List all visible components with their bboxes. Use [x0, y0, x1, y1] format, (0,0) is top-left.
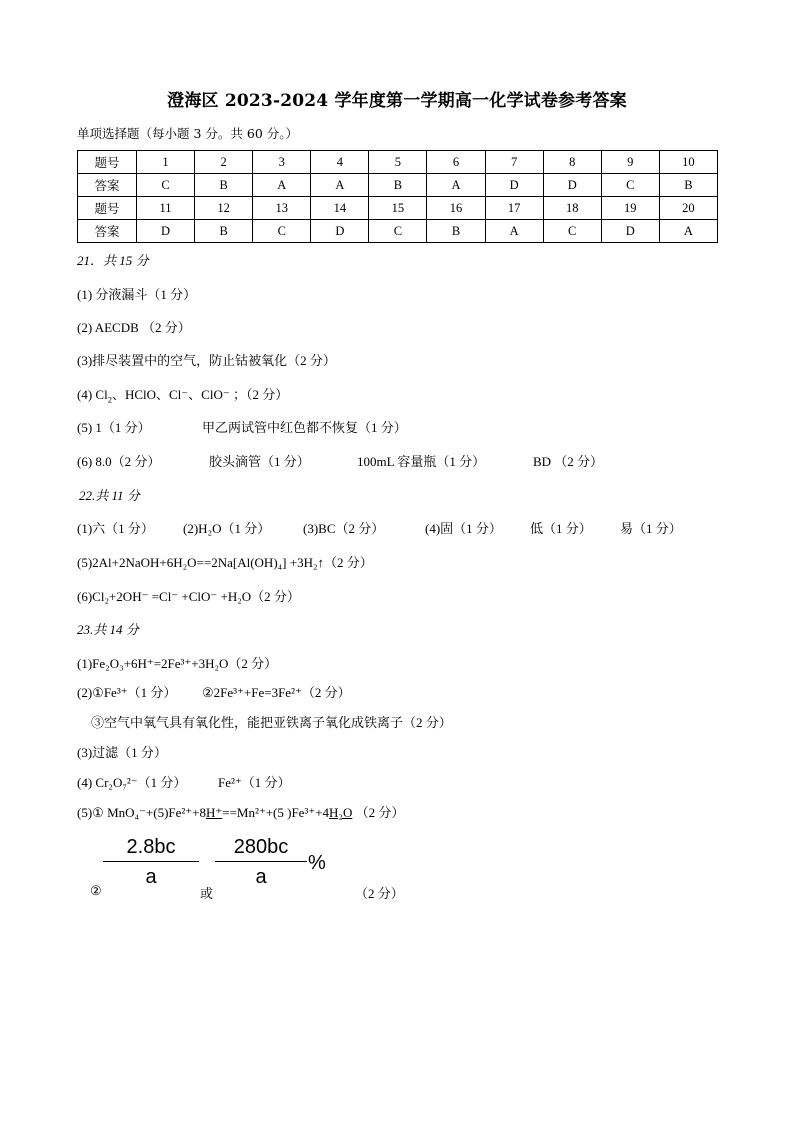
table-cell: 15	[369, 197, 427, 220]
q23-line-2a: (2)①Fe³⁺（1 分）	[77, 685, 177, 700]
q21-line-4-pre: (4) Cl	[77, 387, 108, 402]
q21-line-5b: 甲乙两试管中红色都不恢复（1 分）	[202, 420, 407, 435]
table-cell: B	[369, 174, 427, 197]
q23-line-5b: Fe²⁺（1 分）	[218, 775, 291, 790]
q21-heading: 21．共 15 分	[77, 253, 149, 268]
q23-line-1: (1)Fe₂O₃+6H⁺=2Fe³⁺+3H₂O（2 分）	[77, 656, 278, 671]
q21-line-2: (2) AECDB （2 分）	[77, 320, 191, 335]
q22-line-1f: 易（1 分）	[620, 521, 682, 536]
table-cell: 16	[427, 197, 485, 220]
table-cell: 10	[659, 151, 717, 174]
q23-line-6	[77, 802, 404, 821]
q22-line-1c: (3)BC（2 分）	[303, 521, 385, 536]
table-row-label: 答案	[78, 174, 137, 197]
answer-table	[77, 150, 718, 243]
table-cell: C	[253, 220, 311, 243]
table-row	[78, 220, 718, 243]
q21-line-5a: (5) 1（1 分）	[77, 420, 151, 435]
fraction-1-denominator: a	[145, 866, 157, 888]
q23-item-2-marker: ②	[90, 883, 102, 898]
subscript: 2	[107, 394, 112, 405]
q22-line-1e: 低（1 分）	[530, 521, 592, 536]
q21-line-4-rest: 、HClO、Cl⁻、ClO⁻ ；（2 分）	[111, 387, 289, 402]
fraction-1-numerator: 2.8bc	[126, 836, 176, 858]
table-cell: B	[427, 220, 485, 243]
table-cell: A	[659, 220, 717, 243]
page-title: 澄海区 2023-2024 学年度第一学期高一化学试卷参考答案	[167, 91, 627, 111]
q23-heading: 23.共 14 分	[77, 622, 139, 637]
q23-line-2b: ②2Fe³⁺+Fe=3Fe²⁺（2 分）	[202, 685, 351, 700]
q21-line-1: (1) 分液漏斗（1 分）	[77, 287, 197, 302]
table-cell: B	[659, 174, 717, 197]
table-cell: B	[195, 174, 253, 197]
table-cell: 18	[543, 197, 601, 220]
q21-line-6d: BD （2 分）	[533, 454, 604, 469]
table-row-label: 题号	[78, 197, 137, 220]
table-cell: 4	[311, 151, 369, 174]
table-row-label: 答案	[78, 220, 137, 243]
fraction-2-denominator: a	[255, 866, 267, 888]
table-cell: A	[311, 174, 369, 197]
table-row	[78, 174, 718, 197]
q23-line-6-pre: (5)① MnO₄⁻+(5)Fe²⁺+8	[77, 805, 206, 820]
table-cell: B	[195, 220, 253, 243]
q21-line-4	[77, 384, 288, 405]
table-cell: 19	[601, 197, 659, 220]
table-cell: D	[137, 220, 195, 243]
blank-answer: H₂O	[329, 805, 353, 820]
q21-line-6b: 胶头滴管（1 分）	[209, 454, 310, 469]
table-cell: C	[601, 174, 659, 197]
table-cell: A	[485, 220, 543, 243]
q22-line-1d: (4)固（1 分）	[425, 521, 502, 536]
q23-line-6-score: （2 分）	[355, 805, 405, 820]
table-cell: 9	[601, 151, 659, 174]
table-cell: 12	[195, 197, 253, 220]
table-row	[78, 197, 718, 220]
blank-answer: H⁺	[205, 805, 223, 820]
table-cell: C	[369, 220, 427, 243]
table-cell: D	[485, 174, 543, 197]
fraction-2-numerator: 280bc	[233, 836, 289, 858]
table-cell: 7	[485, 151, 543, 174]
table-cell: D	[311, 220, 369, 243]
table-cell: 20	[659, 197, 717, 220]
q21-line-3: (3)排尽装置中的空气，防止钴被氧化（2 分）	[77, 353, 336, 368]
q23-line-3: ③空气中氧气具有氧化性，能把亚铁离子氧化成铁离子（2 分）	[91, 715, 452, 730]
q23-line-4: (3)过滤（1 分）	[77, 745, 167, 760]
table-cell: A	[427, 174, 485, 197]
percent-sign: %	[308, 852, 326, 874]
table-cell: 17	[485, 197, 543, 220]
q22-line-1b: (2)H₂O（1 分）	[183, 521, 271, 536]
table-cell: D	[601, 220, 659, 243]
table-cell: 8	[543, 151, 601, 174]
q22-heading: 22.共 11 分	[79, 488, 140, 503]
table-cell: 3	[253, 151, 311, 174]
q23-line-5a: (4) Cr₂O₇²⁻（1 分）	[77, 775, 187, 790]
table-cell: 13	[253, 197, 311, 220]
q22-line-1a: (1)六（1 分）	[77, 521, 154, 536]
q23-line-6-mid: ==Mn²⁺+(5 )Fe³⁺+4	[222, 805, 330, 820]
table-row-label: 题号	[78, 151, 137, 174]
table-cell: 11	[137, 197, 195, 220]
q22-line-3: (6)Cl₂+2OH⁻ =Cl⁻ +ClO⁻ +H₂O（2 分）	[77, 589, 300, 604]
table-cell: 2	[195, 151, 253, 174]
table-cell: 14	[311, 197, 369, 220]
section-mc-heading: 单项选择题（每小题 3 分。共 60 分。）	[77, 126, 299, 141]
table-cell: C	[137, 174, 195, 197]
table-row	[78, 151, 718, 174]
fraction-2	[215, 836, 307, 889]
table-cell: 1	[137, 151, 195, 174]
q21-line-6c: 100mL 容量瓶（1 分）	[357, 454, 486, 469]
q23-item-2-score: （2 分）	[355, 886, 404, 901]
fraction-1	[103, 836, 199, 889]
or-text: 或	[200, 886, 214, 901]
table-cell: 5	[369, 151, 427, 174]
q21-line-6a: (6) 8.0（2 分）	[77, 454, 161, 469]
table-cell: D	[543, 174, 601, 197]
table-cell: A	[253, 174, 311, 197]
table-cell: 6	[427, 151, 485, 174]
q22-line-2: (5)2Al+2NaOH+6H₂O==2Na[Al(OH)₄] +3H₂↑（2 分）	[77, 555, 373, 570]
table-cell: C	[543, 220, 601, 243]
